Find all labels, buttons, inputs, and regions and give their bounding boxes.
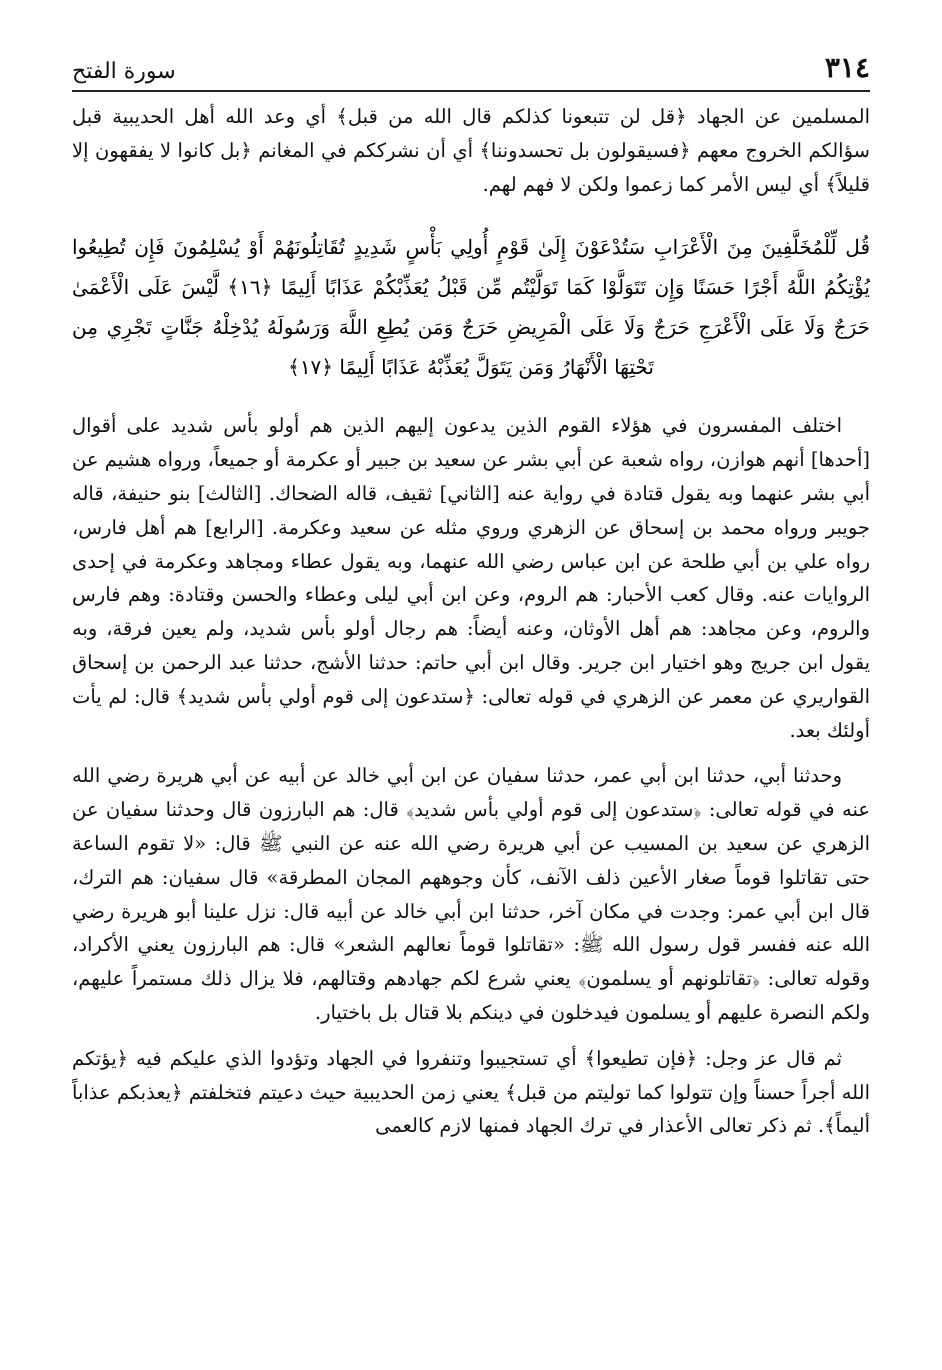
page-header (72, 52, 870, 92)
quran-verse-block: قُل لِّلْمُخَلَّفِينَ مِنَ الْأَعْرَابِ سَتُدْعَوْنَ إِلَىٰ قَوْمٍ أُولِي بَأْسٍ شَدِيدٍ تُقَاتِلُونَهُمْ أَوْ يُسْلِمُونَ فَإِن تُطِيعُوا يُؤْتِكُمُ اللَّهُ أَجْرًا حَسَنًا وَإِن تَتَوَلَّوْا كَمَا تَوَلَّيْتُم مِّن قَبْلُ يُعَذِّبْكُمْ عَذَابًا أَلِيمًا ﴿١٦﴾ لَّيْسَ عَلَى الْأَعْمَىٰ حَرَجٌ وَلَا عَلَى الْأَعْرَجِ حَرَجٌ وَلَا عَلَى الْمَرِيضِ حَرَجٌ وَمَن يُطِعِ اللَّهَ وَرَسُولَهُ يُدْخِلْهُ جَنَّاتٍ تَجْرِي مِن تَحْتِهَا الْأَنْهَارُ وَمَن يَتَوَلَّ يُعَذِّبْهُ عَذَابًا أَلِيمًا ﴿١٧﴾ (72, 235, 871, 380)
commentary-paragraph-1: المسلمين عن الجهاد ﴿قل لن تتبعونا كذلكم قال الله من قبل﴾ أي وعد الله أهل الحديبية قبل سؤالكم الخروج معهم ﴿فسيقولون بل تحسدوننا﴾ أي أن نشرككم في المغانم ﴿بل كانوا لا يفقهون إلا قليلاً﴾ أي ليس الأمر كما زعموا ولكن لا فهم لهم. (72, 105, 870, 196)
commentary-paragraph-3: وحدثنا أبي، حدثنا ابن أبي عمر، حدثنا سفيان عن ابن أبي خالد عن أبيه عن أبي هريرة رضي الله عنه في قوله تعالى: ﴿ستدعون إلى قوم أولي بأس شديد﴾ قال: هم البارزون قال وحدثنا سفيان عن الزهري عن سعيد بن المسيب عن أبي هريرة رضي الله عنه عن النبي ﷺ قال: «لا تقوم الساعة حتى تقاتلوا قوماً صغار الأعين ذلف الآنف، كأن وجوههم المجان المطرقة» قال سفيان: هم الترك، قال ابن أبي عمر: وجدت في مكان آخر، حدثنا ابن أبي خالد عن أبيه قال: نزل علينا أبو هريرة رضي الله عنه ففسر قول رسول الله ﷺ: «تقاتلوا قوماً نعالهم الشعر» قال: هم البارزون يعني الأكراد، وقوله تعالى: ﴿تقاتلونهم أو يسلمون﴾ يعني شرع لكم جهادهم وقتالهم، فلا يزال ذلك مستمراً عليهم، ولكم النصرة عليهم أو يسلمون فيدخلون في دينكم بلا قتال بل باختيار. (72, 764, 870, 1024)
surah-title: سورة الفتح (72, 59, 176, 84)
commentary-paragraph-4: ثم قال عز وجل: ﴿فإن تطيعوا﴾ أي تستجيبوا وتنفروا في الجهاد وتؤدوا الذي عليكم فيه ﴿يؤتكم الله أجراً حسناً وإن تتولوا كما توليتم من قبل﴾ يعني زمن الحديبية حيث دعيتم فتخلفتم ﴿يعذبكم عذاباً أليماً﴾. ثم ذكر تعالى الأعذار في ترك الجهاد فمنها لازم كالعمى (72, 1046, 870, 1138)
commentary-paragraph-2: اختلف المفسرون في هؤلاء القوم الذين يدعون إليهم الذين هم أولو بأس شديد على أقوال [أحدها] أنهم هوازن، رواه شعبة عن أبي بشر عن سعيد بن جبير أو عكرمة أو جميعاً، ورواه هشيم عن أبي بشر عنهما وبه يقول قتادة في رواية عنه [الثاني] ثقيف، قاله الضحاك. [الثالث] بنو حنيفة، قاله جويبر ورواه محمد بن إسحاق عن الزهري وروي مثله عن سعيد وعكرمة. [الرابع] هم أهل فارس، رواه علي بن أبي طلحة عن ابن عباس رضي الله عنهما، وبه يقول عطاء ومجاهد وعكرمة في إحدى الروايات عنه. وقال كعب الأحبار: هم الروم، وعن ابن أبي ليلى وعطاء والحسن وقتادة: وهم فارس والروم، وعن مجاهد: هم أهل الأوثان، وعنه أيضاً: هم رجال أولو بأس شديد، ولم يعين فرقة، وبه يقول ابن جريج وهو اختيار ابن جرير. وقال ابن أبي حاتم: حدثنا الأشج، حدثنا عبد الرحمن بن إسحاق القواريري عن معمر عن الزهري في قوله تعالى: ﴿ستدعون إلى قوم أولي بأس شديد﴾ قال: لم يأت أولئك بعد. (72, 414, 870, 742)
page-number: ٣١٤ (824, 51, 870, 84)
